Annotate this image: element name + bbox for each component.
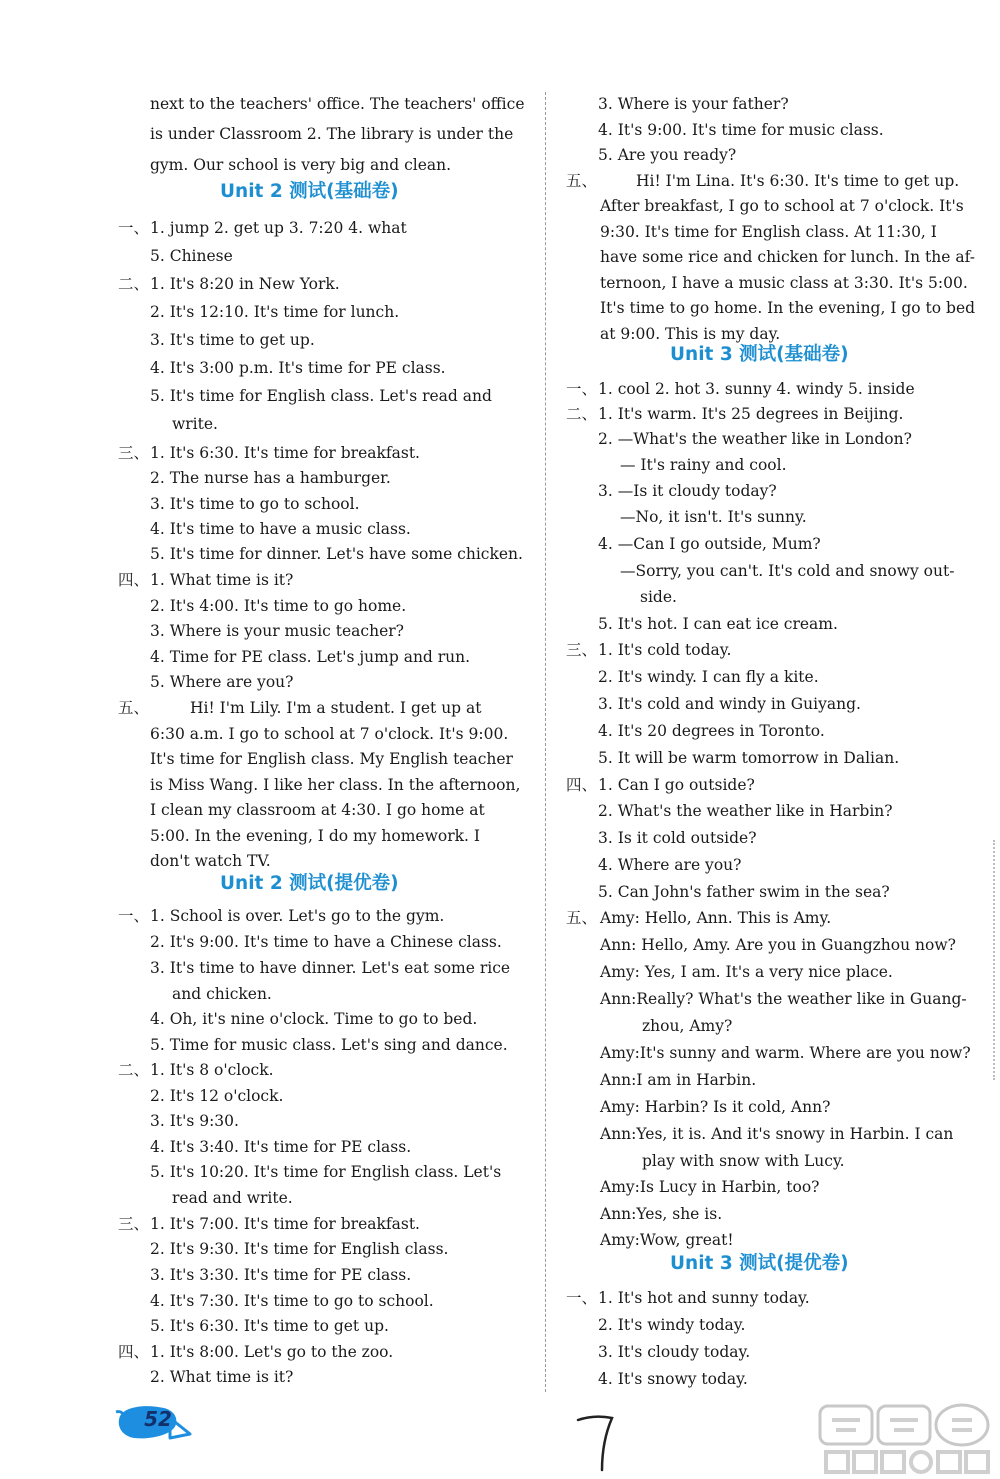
answer-line: [150, 647, 470, 667]
answer-line: [566, 171, 960, 191]
line-text: Amy:It's sunny and warm. Where are you now?: [600, 1044, 971, 1062]
answer-line: [150, 302, 399, 322]
answer-line: [118, 570, 294, 590]
answer-line: [172, 984, 272, 1004]
answer-line: [150, 1162, 501, 1182]
line-text: 5. It's 6:30. It's time to get up.: [150, 1317, 389, 1335]
line-text: Hi! I'm Lina. It's 6:30. It's time to get up.: [636, 172, 960, 190]
line-text: Amy: Hello, Ann. This is Amy.: [600, 909, 832, 927]
answer-line: [600, 1230, 734, 1250]
answer-line: [598, 429, 912, 449]
answer-line: [150, 1137, 411, 1157]
answer-line: [600, 273, 968, 293]
line-text: 3. It's time to have dinner. Let's eat some rice: [150, 959, 511, 977]
line-text: 3. It's cold and windy in Guiyang.: [598, 695, 861, 713]
answer-line: [600, 1204, 722, 1224]
line-text: 4. It's time to have a music class.: [150, 520, 411, 538]
answer-line: [600, 935, 956, 955]
line-text: 2. —What's the weather like in London?: [598, 430, 912, 448]
line-text: 5. It's hot. I can eat ice cream.: [598, 615, 838, 633]
answer-line: [150, 494, 360, 514]
line-text: 1. School is over. Let's go to the gym.: [150, 907, 445, 925]
answer-line: [118, 274, 340, 294]
section-heading: [220, 180, 399, 204]
answer-line: [118, 1342, 394, 1362]
handwritten-seven: [572, 1410, 622, 1475]
answer-line: [598, 828, 757, 848]
answer-line: [640, 587, 677, 607]
line-text: 3. It's 3:30. It's time for PE class.: [150, 1266, 412, 1284]
line-text: 3. It's time to get up.: [150, 331, 315, 349]
answer-line: [598, 882, 890, 902]
line-text: write.: [172, 415, 218, 433]
line-text: 5. Can John's father swim in the sea?: [598, 883, 890, 901]
line-text: zhou, Amy?: [642, 1017, 733, 1035]
answer-line: [600, 222, 937, 242]
answer-line: [150, 826, 480, 846]
answer-line: [600, 1043, 971, 1063]
answer-line: [150, 1316, 389, 1336]
answer-line: [598, 534, 821, 554]
answer-line: [598, 614, 838, 634]
answer-line: [118, 218, 407, 238]
answer-line: [150, 851, 271, 871]
answer-line: [598, 748, 899, 768]
question-marker: 五、: [566, 909, 598, 927]
line-text: read and write.: [172, 1189, 293, 1207]
answer-line: [600, 1177, 819, 1197]
question-marker: 二、: [566, 405, 598, 423]
answer-line: [150, 596, 406, 616]
answer-line: [150, 330, 315, 350]
answer-line: [566, 379, 915, 399]
line-text: 1. It's 6:30. It's time for breakfast.: [150, 444, 420, 462]
answer-line: [150, 958, 510, 978]
answer-line: [598, 694, 861, 714]
line-text: It's time for English class. My English teacher: [150, 750, 513, 768]
heading-text: Unit 3 测试(提优卷): [670, 1253, 849, 1274]
line-text: 5. It's time for English class. Let's read and: [150, 387, 492, 405]
answer-line: [600, 1097, 830, 1117]
line-text: 1. cool 2. hot 3. sunny 4. windy 5. inside: [598, 380, 915, 398]
answer-line: [150, 94, 525, 114]
column-divider: [545, 92, 546, 1392]
question-marker: 三、: [118, 1215, 150, 1233]
line-text: 2. It's 4:00. It's time to go home.: [150, 597, 407, 615]
line-text: 3. Where is your father?: [598, 95, 789, 113]
answer-line: [150, 519, 411, 539]
line-text: Amy: Harbin? Is it cold, Ann?: [600, 1098, 831, 1116]
line-text: I clean my classroom at 4:30. I go home at: [150, 801, 485, 819]
line-text: play with snow with Lucy.: [642, 1152, 845, 1170]
line-text: is under Classroom 2. The library is under the: [150, 125, 514, 143]
answer-line: [598, 145, 736, 165]
answer-line: [118, 443, 420, 463]
line-text: 3. It's 9:30.: [150, 1112, 239, 1130]
question-marker: 四、: [566, 776, 598, 794]
answer-line: [150, 1111, 239, 1131]
line-text: 2. It's windy. I can fly a kite.: [598, 668, 819, 686]
section-heading: [670, 343, 849, 367]
answer-line: [600, 196, 964, 216]
answer-line: [598, 481, 777, 501]
line-text: 2. It's 12:10. It's time for lunch.: [150, 303, 400, 321]
line-text: 5. It's time for dinner. Let's have some chicken.: [150, 545, 523, 563]
line-text: 4. It's 3:00 p.m. It's time for PE class.: [150, 359, 446, 377]
answer-line: [150, 1239, 448, 1259]
answer-line: [150, 1291, 434, 1311]
answer-line: [600, 1124, 953, 1144]
question-marker: 一、: [118, 219, 150, 237]
line-text: 1. What time is it?: [150, 571, 294, 589]
answer-line: [566, 640, 732, 660]
line-text: 2. The nurse has a hamburger.: [150, 469, 391, 487]
line-text: 4. It's 20 degrees in Toronto.: [598, 722, 825, 740]
line-text: 5. It will be warm tomorrow in Dalian.: [598, 749, 900, 767]
section-heading: [670, 1252, 849, 1276]
question-marker: 二、: [118, 275, 150, 293]
line-text: 5. It's 10:20. It's time for English class. Let's: [150, 1163, 502, 1181]
line-text: 1. It's warm. It's 25 degrees in Beijing.: [598, 405, 904, 423]
line-text: 1. Can I go outside?: [598, 776, 755, 794]
answer-line: [150, 1035, 508, 1055]
question-marker: 三、: [118, 444, 150, 462]
answer-line: [566, 1288, 810, 1308]
line-text: 9:30. It's time for English class. At 11:30, I: [600, 223, 937, 241]
answer-line: [600, 989, 967, 1009]
answer-line: [118, 1060, 274, 1080]
line-text: 4. It's snowy today.: [598, 1370, 748, 1388]
answer-line: [600, 324, 780, 344]
answer-line: [118, 906, 445, 926]
answer-line: [150, 932, 502, 952]
answer-line: [566, 775, 755, 795]
line-text: —Sorry, you can't. It's cold and snowy out-: [620, 562, 955, 580]
answer-line: [118, 1214, 420, 1234]
line-text: 4. Where are you?: [598, 856, 742, 874]
line-text: at 9:00. This is my day.: [600, 325, 781, 343]
answer-line: [600, 298, 975, 318]
answer-line: [150, 155, 451, 175]
answer-line: [150, 386, 492, 406]
line-text: 3. Where is your music teacher?: [150, 622, 404, 640]
line-text: 4. —Can I go outside, Mum?: [598, 535, 821, 553]
question-marker: 二、: [118, 1061, 150, 1079]
answer-line: [150, 724, 508, 744]
answer-line: [598, 721, 825, 741]
line-text: 1. It's 8 o'clock.: [150, 1061, 274, 1079]
line-text: Ann: Hello, Amy. Are you in Guangzhou now?: [600, 936, 956, 954]
line-text: 1. It's hot and sunny today.: [598, 1289, 810, 1307]
line-text: don't watch TV.: [150, 852, 271, 870]
line-text: side.: [640, 588, 677, 606]
answer-line: [598, 801, 893, 821]
answer-line: [150, 358, 446, 378]
line-text: ternoon, I have a music class at 3:30. It's 5:00.: [600, 274, 968, 292]
question-marker: 四、: [118, 571, 150, 589]
line-text: 2. What time is it?: [150, 1368, 294, 1386]
line-text: After breakfast, I go to school at 7 o'clock. It's: [600, 197, 964, 215]
heading-text: Unit 2 测试(基础卷): [220, 181, 399, 202]
question-marker: 一、: [118, 907, 150, 925]
line-text: 6:30 a.m. I go to school at 7 o'clock. It's 9:00.: [150, 725, 509, 743]
line-text: 4. It's 3:40. It's time for PE class.: [150, 1138, 412, 1156]
answer-line: [150, 1265, 411, 1285]
answer-line: [150, 800, 485, 820]
line-text: 3. It's time to go to school.: [150, 495, 360, 513]
answer-line: [598, 667, 819, 687]
answer-line: [620, 455, 787, 475]
line-text: 3. Is it cold outside?: [598, 829, 757, 847]
answer-line: [642, 1016, 732, 1036]
answer-line: [598, 1369, 748, 1389]
answer-line: [150, 124, 513, 144]
line-text: — It's rainy and cool.: [620, 456, 787, 474]
line-text: 5:00. In the evening, I do my homework. I: [150, 827, 480, 845]
line-text: 1. It's 7:00. It's time for breakfast.: [150, 1215, 420, 1233]
line-text: Ann:Really? What's the weather like in Guang-: [600, 990, 967, 1008]
line-text: It's time to go home. In the evening, I go to bed: [600, 299, 976, 317]
line-text: 2. It's 12 o'clock.: [150, 1087, 284, 1105]
line-text: 1. It's cold today.: [598, 641, 732, 659]
line-text: next to the teachers' office. The teachers' office: [150, 95, 525, 113]
answer-line: [600, 962, 893, 982]
line-text: 3. —Is it cloudy today?: [598, 482, 777, 500]
line-text: 5. Time for music class. Let's sing and dance.: [150, 1036, 508, 1054]
line-text: 2. It's windy today.: [598, 1316, 746, 1334]
line-text: 2. What's the weather like in Harbin?: [598, 802, 893, 820]
answer-line: [620, 561, 954, 581]
answer-line: [150, 775, 520, 795]
answer-line: [150, 621, 404, 641]
answer-line: [150, 672, 293, 692]
section-heading: [220, 872, 399, 896]
line-text: Amy:Is Lucy in Harbin, too?: [600, 1178, 820, 1196]
line-text: 2. It's 9:30. It's time for English class.: [150, 1240, 449, 1258]
line-text: Ann:Yes, she is.: [600, 1205, 723, 1223]
page-number: 52: [144, 1407, 172, 1431]
answer-line: [150, 544, 523, 564]
line-text: Ann:Yes, it is. And it's snowy in Harbin. I can: [600, 1125, 954, 1143]
question-marker: 五、: [566, 172, 598, 190]
line-text: 1. It's 8:00. Let's go to the zoo.: [150, 1343, 394, 1361]
line-text: 5. Chinese: [150, 247, 233, 265]
heading-text: Unit 3 测试(基础卷): [670, 344, 849, 365]
line-text: is Miss Wang. I like her class. In the afternoon,: [150, 776, 521, 794]
answer-line: [642, 1151, 845, 1171]
line-text: 5. Where are you?: [150, 673, 294, 691]
line-text: 4. Oh, it's nine o'clock. Time to go to bed.: [150, 1010, 478, 1028]
question-marker: 一、: [566, 1289, 598, 1307]
line-text: and chicken.: [172, 985, 272, 1003]
answer-line: [172, 414, 218, 434]
line-text: Ann:I am in Harbin.: [600, 1071, 757, 1089]
answer-line: [150, 468, 391, 488]
line-text: 5. Are you ready?: [598, 146, 737, 164]
line-text: 2. It's 9:00. It's time to have a Chinese class.: [150, 933, 502, 951]
answer-line: [600, 247, 975, 267]
question-marker: 三、: [566, 641, 598, 659]
site-watermark-logo: [812, 1400, 1000, 1479]
binding-dots: [993, 840, 995, 1080]
line-text: 1. jump 2. get up 3. 7:20 4. what: [150, 219, 407, 237]
answer-line: [118, 698, 482, 718]
answer-line: [172, 1188, 293, 1208]
question-marker: 四、: [118, 1343, 150, 1361]
line-text: gym. Our school is very big and clean.: [150, 156, 452, 174]
line-text: have some rice and chicken for lunch. In the af-: [600, 248, 976, 266]
answer-line: [566, 908, 832, 928]
answer-line: [150, 1086, 283, 1106]
answer-line: [620, 507, 807, 527]
line-text: 1. It's 8:20 in New York.: [150, 275, 340, 293]
line-text: Hi! I'm Lily. I'm a student. I get up at: [190, 699, 482, 717]
answer-line: [600, 1070, 756, 1090]
line-text: 4. Time for PE class. Let's jump and run.: [150, 648, 471, 666]
answer-line: [150, 1009, 477, 1029]
question-marker: 一、: [566, 380, 598, 398]
answer-line: [598, 1315, 745, 1335]
answer-line: [150, 1367, 293, 1387]
answer-line: [598, 120, 884, 140]
line-text: 4. It's 9:00. It's time for music class.: [598, 121, 884, 139]
answer-line: [598, 94, 789, 114]
line-text: 4. It's 7:30. It's time to go to school.: [150, 1292, 434, 1310]
question-marker: 五、: [118, 699, 150, 717]
answer-line: [566, 404, 904, 424]
answer-line: [150, 749, 513, 769]
line-text: —No, it isn't. It's sunny.: [620, 508, 807, 526]
answer-line: [598, 1342, 750, 1362]
answer-line: [598, 855, 741, 875]
line-text: Amy:Wow, great!: [600, 1231, 734, 1249]
line-text: 3. It's cloudy today.: [598, 1343, 751, 1361]
line-text: Amy: Yes, I am. It's a very nice place.: [600, 963, 893, 981]
heading-text: Unit 2 测试(提优卷): [220, 873, 399, 894]
answer-line: [150, 246, 233, 266]
